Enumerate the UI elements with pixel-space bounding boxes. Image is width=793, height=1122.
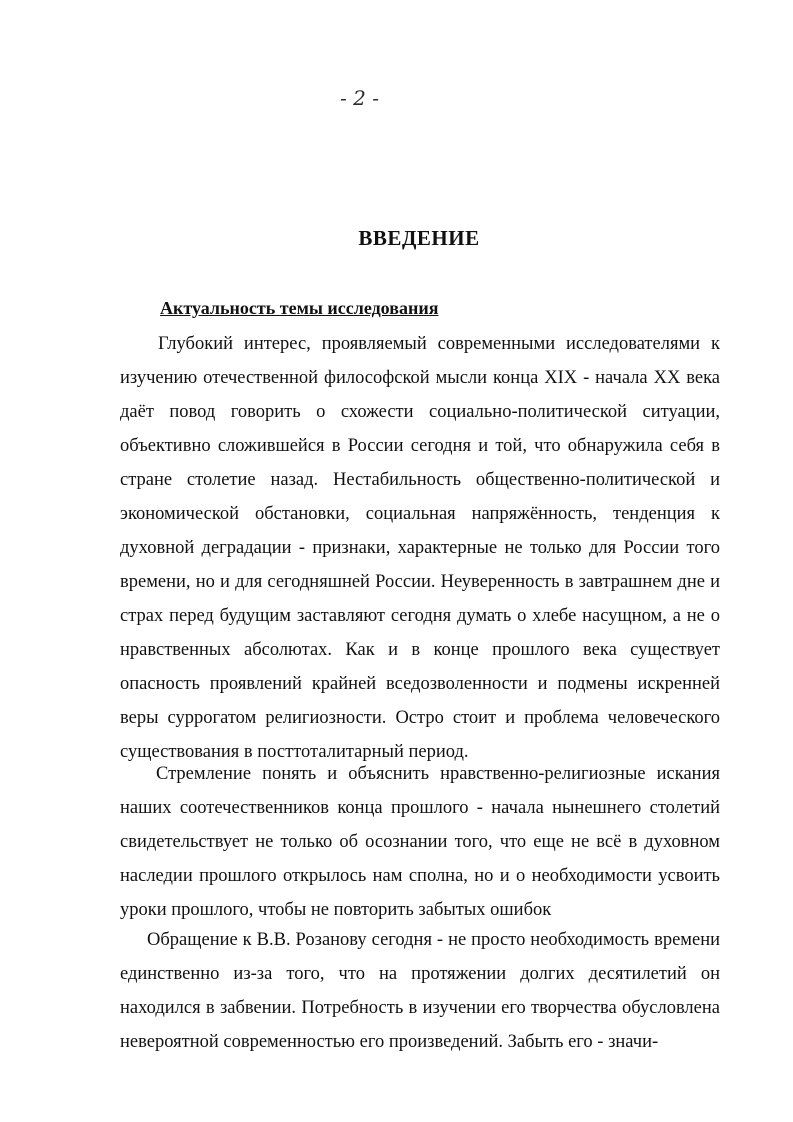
paragraph-rozanov: Обращение к В.В. Розанову сегодня - не просто необходимость времени единственно из-за того, что на протяжении долгих десятилетий он находился в забвении. Потребность в изучении его творчества обусловлена невероятной современностью его произведений. Забыть его - значи- — [120, 930, 720, 1052]
paragraph-aspiration: Стремление понять и объяснить нравственно-религиозные искания наших соотечественников конца прошлого - начала нынешнего столетий свидетельствует не только об осознании того, что еще не всё в духовном наследии прошлого открылось нам сполна, но и о необходимости усвоить уроки прошлого, чтобы не повторить забытых ошибок — [120, 764, 720, 920]
page-number: - 2 - — [340, 86, 379, 110]
section-heading: Актуальность темы исследования — [160, 298, 439, 318]
chapter-title: ВВЕДЕНИЕ — [358, 226, 480, 251]
paragraph-relevance: Глубокий интерес, проявляемый современными исследователями к изучению отечественной философской мысли конца XIX - начала XX века даёт повод говорить о схожести социально-политической ситуации, объективно сложившейся в России сегодня и той, что обнаружила себя в стране столетие назад. Нестабильность общественно-политической и экономической обстановки, социальная напряжённость, тенденция к духовной деградации - признаки, характерные не только для России того времени, но и для сегодняшней России. Неуверенность в завтрашнем дне и страх перед будущим заставляют сегодня думать о хлебе насущном, а не о нравственных абсолютах. Как и в конце прошлого века существует опасность проявлений крайней вседозволенности и подмены искренней веры суррогатом религиозности. Остро стоит и проблема человеческого существования в посттоталитарный период. — [120, 334, 720, 762]
